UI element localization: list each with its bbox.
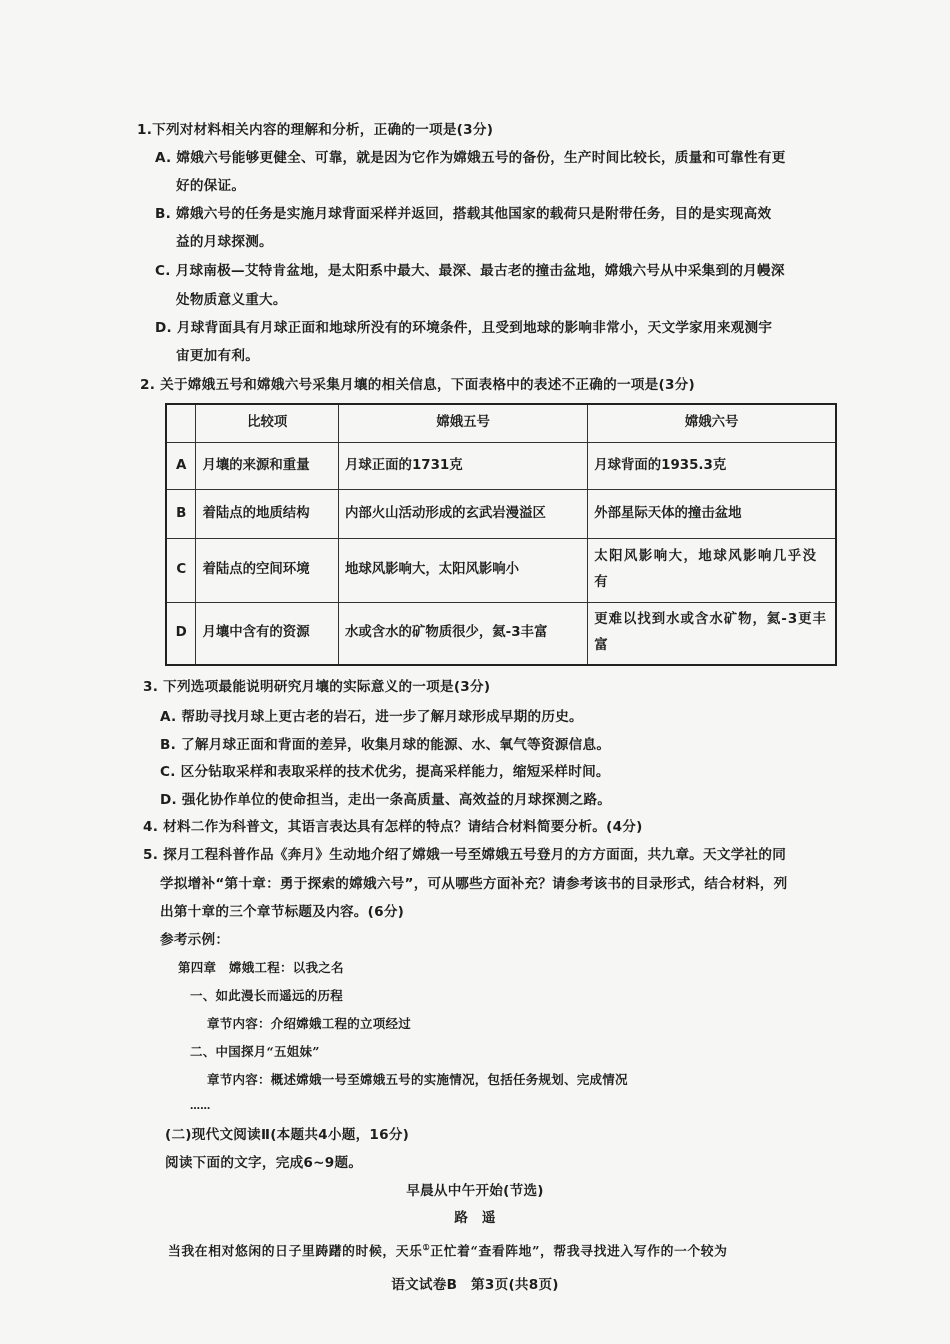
q5-line: 学拟增补“第十章：勇于探索的嫦娥六号”，可从哪些方面补充？请参考该书的目录形式，结合材料，列 bbox=[160, 876, 788, 892]
q1-option-d: D. 月球背面具有月球正面和地球所没有的环境条件，且受到地球的影响非常小，天文学家用来观测宇 bbox=[155, 320, 773, 336]
q3-option-a: A. 帮助寻找月球上更古老的岩石，进一步了解月球形成早期的历史。 bbox=[160, 709, 583, 725]
table-cell: 月球背面的1935.3克 bbox=[588, 442, 836, 489]
example-label: 参考示例： bbox=[160, 932, 230, 948]
footnote-mark: ① bbox=[422, 1242, 431, 1252]
table-row bbox=[166, 489, 836, 538]
q1-option-c-cont: 处物质意义重大。 bbox=[176, 292, 287, 308]
table-cell: 水或含水的矿物质很少，氦-3丰富 bbox=[339, 602, 588, 665]
q1-option-a: A. 嫦娥六号能够更健全、可靠，就是因为它作为嫦娥五号的备份，生产时间比较长，质量和可靠性有更 bbox=[155, 150, 786, 166]
q1-option-b: B. 嫦娥六号的任务是实施月球背面采样并返回，搭载其他国家的载荷只是附带任务，目的是实现高效 bbox=[155, 206, 772, 222]
table-row bbox=[166, 442, 836, 489]
paragraph-text: 当我在相对悠闲的日子里踌躇的时候，天乐 bbox=[168, 1244, 423, 1260]
q5-line: 5. 探月工程科普作品《奔月》生动地介绍了嫦娥一号至嫦娥五号登月的方方面面，共九章。天文学社的同 bbox=[143, 847, 787, 863]
header-cell: 嫦娥六号 bbox=[588, 404, 836, 442]
table-cell: 外部星际天体的撞击盆地 bbox=[588, 489, 836, 538]
table-row bbox=[166, 538, 836, 602]
example-section-content: 章节内容：概述嫦娥一号至嫦娥五号的实施情况，包括任务规划、完成情况 bbox=[207, 1072, 628, 1087]
q1-option-c: C. 月球南极—艾特肯盆地，是太阳系中最大、最深、最古老的撞击盆地，嫦娥六号从中采集到的月幔深 bbox=[155, 263, 785, 279]
table-cell: 着陆点的地质结构 bbox=[196, 489, 339, 538]
table-cell: 月球正面的1731克 bbox=[339, 442, 588, 489]
example-section-content: 章节内容：介绍嫦娥工程的立项经过 bbox=[207, 1016, 412, 1031]
ellipsis: …… bbox=[190, 1101, 211, 1112]
q3-option-d: D. 强化协作单位的使命担当，走出一条高质量、高效益的月球探测之路。 bbox=[160, 792, 612, 808]
page-footer: 语文试卷B 第3页(共8页) bbox=[391, 1277, 559, 1293]
table-cell: 着陆点的空间环境 bbox=[196, 538, 339, 602]
q3-option-c: C. 区分钻取采样和表取采样的技术优劣，提高采样能力，缩短采样时间。 bbox=[160, 764, 610, 780]
q5-line: 出第十章的三个章节标题及内容。(6分) bbox=[160, 904, 405, 920]
q3-stem: 3. 下列选项最能说明研究月壤的实际意义的一项是(3分) bbox=[143, 679, 491, 695]
table-cell: 地球风影响大，太阳风影响小 bbox=[339, 538, 588, 602]
q1-option-b-cont: 益的月球探测。 bbox=[176, 234, 273, 250]
q1-stem: 1.下列对材料相关内容的理解和分析，正确的一项是(3分) bbox=[137, 122, 494, 138]
table-cell: 更难以找到水或含水矿物，氦-3更丰富 bbox=[588, 602, 836, 665]
row-label: D bbox=[166, 602, 196, 665]
row-label: C bbox=[166, 538, 196, 602]
table-cell: 太阳风影响大，地球风影响几乎没有 bbox=[588, 538, 836, 602]
row-label: A bbox=[166, 442, 196, 489]
question-4: 4. 材料二作为科普文，其语言表达具有怎样的特点？请结合材料简要分析。(4分) bbox=[143, 819, 643, 835]
q1-option-a-cont: 好的保证。 bbox=[176, 178, 246, 194]
passage-title: 早晨从中午开始(节选) bbox=[406, 1183, 544, 1199]
table-cell: 内部火山活动形成的玄武岩漫溢区 bbox=[339, 489, 588, 538]
example-section: 一、如此漫长而遥远的历程 bbox=[190, 988, 344, 1003]
paragraph-text: 正忙着“查看阵地”，帮我寻找进入写作的一个较为 bbox=[430, 1244, 728, 1260]
q3-option-b: B. 了解月球正面和背面的差异，收集月球的能源、水、氧气等资源信息。 bbox=[160, 737, 611, 753]
q1-option-d-cont: 宙更加有利。 bbox=[176, 348, 260, 364]
row-label: B bbox=[166, 489, 196, 538]
header-cell: 比较项 bbox=[196, 404, 339, 442]
section-instruction: 阅读下面的文字，完成6~9题。 bbox=[165, 1155, 363, 1171]
q2-stem: 2. 关于嫦娥五号和嫦娥六号采集月壤的相关信息，下面表格中的表述不正确的一项是(3分) bbox=[140, 377, 695, 393]
header-cell: 嫦娥五号 bbox=[339, 404, 588, 442]
example-chapter: 第四章 嫦娥工程：以我之名 bbox=[178, 960, 344, 975]
passage-paragraph bbox=[168, 1238, 728, 1261]
example-section: 二、中国探月“五姐妹” bbox=[190, 1044, 320, 1059]
table-header-row bbox=[166, 404, 836, 442]
passage-author: 路 遥 bbox=[454, 1210, 496, 1226]
table-cell: 月壤中含有的资源 bbox=[196, 602, 339, 665]
table-row bbox=[166, 602, 836, 665]
comparison-table bbox=[165, 403, 837, 666]
section-heading: (二)现代文阅读Ⅱ(本题共4小题，16分) bbox=[165, 1127, 410, 1143]
header-cell bbox=[166, 404, 196, 442]
table-cell: 月壤的来源和重量 bbox=[196, 442, 339, 489]
